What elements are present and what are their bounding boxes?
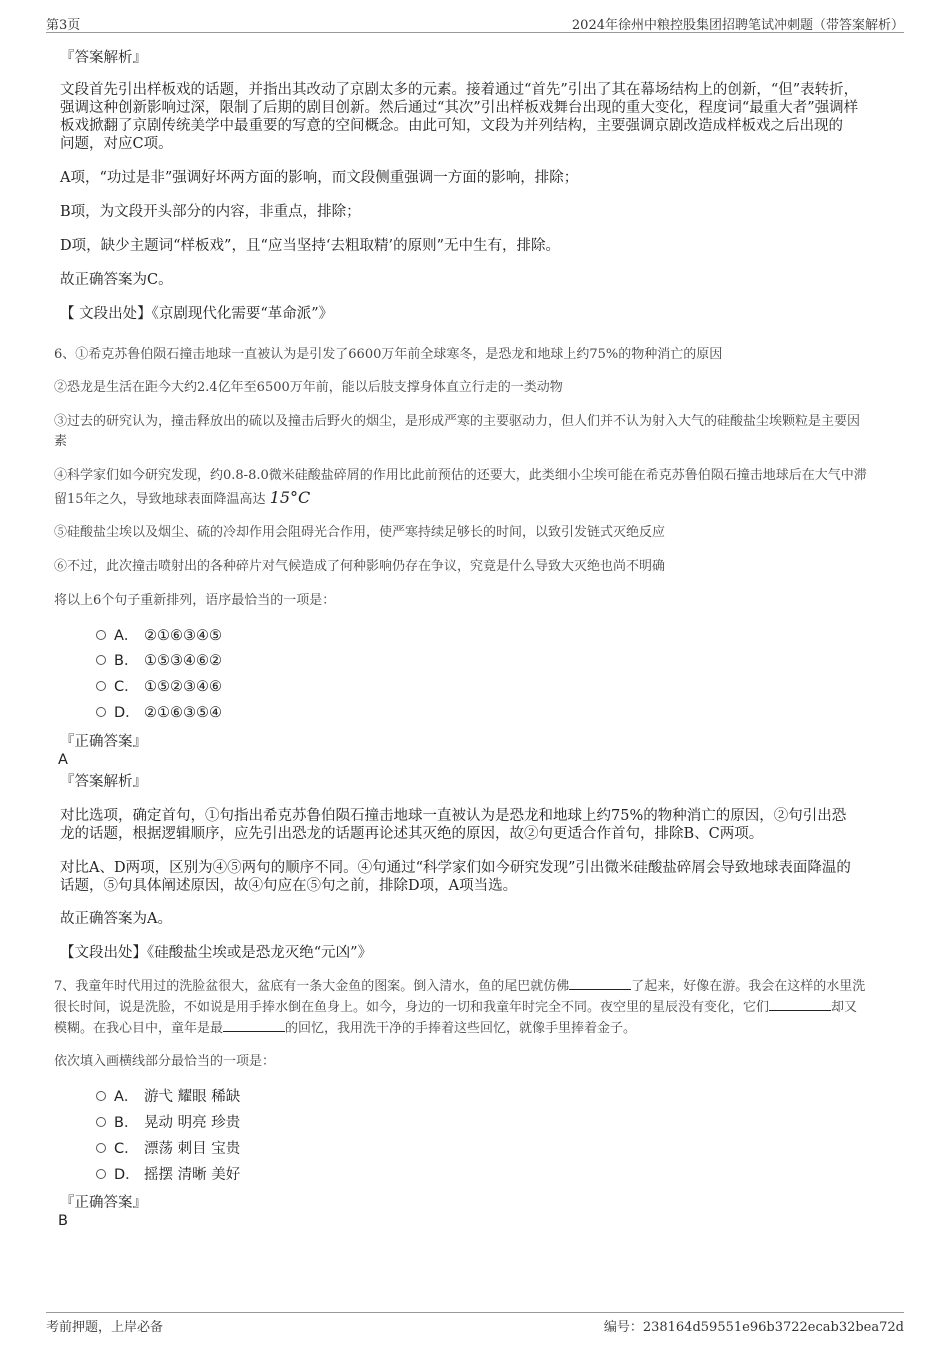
q5-analysis-line-1: 文段首先引出样板戏的话题，并指出其改动了京剧太多的元素。接着通过“首先”引出了其在幕场结构上的创新，“但”表转折，	[60, 82, 859, 98]
q7-option-c[interactable]: C． 漂荡 刺目 宝贵	[96, 1139, 240, 1159]
q6-sentence-5: ⑤硅酸盐尘埃以及烟尘、硫的冷却作用会阻碍光合作用，使严寒持续足够长的时间，以致引发链式灭绝反应	[54, 525, 666, 540]
q7-option-a[interactable]: A． 游弋 耀眼 稀缺	[96, 1087, 240, 1107]
q5-exclude-b: B项，为文段开头部分的内容，非重点，排除；	[60, 204, 361, 220]
document-id: 编号：238164d59551e96b3722ecab32bea72d	[603, 1320, 904, 1335]
q6-sentence-1: 6、①希克苏鲁伯陨石撞击地球一直被认为是引发了6600万年前全球寒冬，是恐龙和地球上约75%的物种消亡的原因	[54, 347, 723, 362]
q7-option-d[interactable]: D． 摇摆 清晰 美好	[96, 1165, 240, 1185]
document-title: 2024年徐州中粮控股集团招聘笔试冲刺题（带答案解析）	[571, 18, 904, 33]
radio-icon[interactable]	[96, 707, 106, 717]
q6-conclusion: 故正确答案为A。	[60, 911, 172, 927]
q7-line-3: 模糊。在我心目中，童年是最 的回忆，我用洗干净的手捧着这些回忆，就像手里捧着金子。	[54, 1021, 637, 1036]
q7-line-1: 7、我童年时代用过的洗脸盆很大，盆底有一条大金鱼的图案。倒入清水，鱼的尾巴就仿佛 了起来，好像在游。我会在这样的水里洗	[54, 979, 866, 994]
fill-blank-2	[769, 998, 831, 1011]
radio-icon[interactable]	[96, 655, 106, 665]
q5-analysis-line-4: 问题，对应C项。	[60, 136, 173, 152]
q7-correct-answer: B	[58, 1213, 68, 1229]
q6-prompt: 将以上6个句子重新排列，语序最恰当的一项是：	[54, 593, 336, 608]
q5-analysis-line-3: 板戏掀翻了京剧传统美学中最重要的写意的空间概念。由此可知，文段为并列结构，主要强调京剧改造成样板戏之后出现的	[60, 118, 843, 134]
q7-line-2: 很长时间，说是洗脸，不如说是用手捧水倒在鱼身上。如今，身边的一切和我童年时完全不同。夜空里的星辰没有变化，它们 却又	[54, 1000, 858, 1015]
page-number: 第3页	[46, 18, 81, 33]
q6-source: 【文段出处】《硅酸盐尘埃或是恐龙灭绝“元凶”》	[60, 945, 373, 961]
q6-correct-label: 『正确答案』	[60, 734, 147, 750]
q6-analysis-1a: 对比选项，确定首句，①句指出希克苏鲁伯陨石撞击地球一直被认为是恐龙和地球上约75%的物种消亡的原因，②句引出恐	[60, 808, 847, 824]
q5-analysis-label: 『答案解析』	[60, 50, 147, 66]
q7-option-b[interactable]: B． 晃动 明亮 珍贵	[96, 1113, 240, 1133]
radio-icon[interactable]	[96, 681, 106, 691]
fill-blank-3	[223, 1019, 285, 1032]
temperature-formula: 15°C	[269, 488, 311, 507]
q5-exclude-d: D项，缺少主题词“样板戏”，且“应当坚持‘去粗取精’的原则”无中生有，排除。	[60, 238, 560, 254]
q6-analysis-2a: 对比A、D两项，区别为④⑤两句的顺序不同。④句通过“科学家们如今研究发现”引出微米硅酸盐碎屑会导致地球表面降温的	[60, 860, 851, 876]
q6-option-c[interactable]: C． ①⑤②③④⑥	[96, 677, 222, 697]
q6-analysis-1b: 龙的话题，根据逻辑顺序，应先引出恐龙的话题再论述其灭绝的原因，故②句更适合作首句，排除B、C两项。	[60, 826, 764, 842]
page-header	[46, 12, 904, 33]
q6-correct-answer: A	[58, 752, 68, 768]
q6-sentence-3a: ③过去的研究认为，撞击释放出的硫以及撞击后野火的烟尘，是形成严寒的主要驱动力，但人们并不认为射入大气的硅酸盐尘埃颗粒是主要因	[54, 414, 861, 429]
q6-option-a[interactable]: A． ②①⑥③④⑤	[96, 626, 222, 646]
q6-option-d[interactable]: D． ②①⑥③⑤④	[96, 703, 222, 723]
radio-icon[interactable]	[96, 1091, 106, 1101]
q6-analysis-label: 『答案解析』	[60, 774, 147, 790]
q6-sentence-4b-text: 留15年之久，导致地球表面降温高达	[54, 492, 266, 507]
q6-sentence-4a: ④科学家们如今研究发现，约0.8-8.0微米硅酸盐碎屑的作用比此前预估的还要大，此类细小尘埃可能在希克苏鲁伯陨石撞击地球后在大气中滞	[54, 468, 867, 483]
q5-analysis-line-2: 强调这种创新影响过深，限制了后期的剧目创新。然后通过“其次”引出样板戏舞台出现的重大变化，程度词“最重大者”强调样	[60, 100, 859, 116]
q5-conclusion: 故正确答案为C。	[60, 272, 173, 288]
q7-correct-label: 『正确答案』	[60, 1195, 147, 1211]
footer-slogan: 考前押题，上岸必备	[46, 1320, 164, 1335]
q5-source: 【 文段出处】《京剧现代化需要“革命派”》	[60, 306, 334, 322]
q6-sentence-2: ②恐龙是生活在距今大约2.4亿年至6500万年前，能以后肢支撑身体直立行走的一类动物	[54, 380, 563, 395]
q5-exclude-a: A项，“功过是非”强调好坏两方面的影响，而文段侧重强调一方面的影响，排除；	[60, 170, 579, 186]
radio-icon[interactable]	[96, 630, 106, 640]
radio-icon[interactable]	[96, 1169, 106, 1179]
q6-sentence-4b	[54, 487, 310, 511]
q6-sentence-6: ⑥不过，此次撞击喷射出的各种碎片对气候造成了何种影响仍存在争议，究竟是什么导致大灭绝也尚不明确	[54, 559, 666, 574]
q7-prompt: 依次填入画横线部分最恰当的一项是：	[54, 1054, 276, 1069]
radio-icon[interactable]	[96, 1143, 106, 1153]
q6-sentence-3b: 素	[54, 434, 68, 449]
radio-icon[interactable]	[96, 1117, 106, 1127]
page-footer	[46, 1312, 904, 1335]
q6-option-b[interactable]: B． ①⑤③④⑥②	[96, 651, 222, 671]
q6-analysis-2b: 话题，⑤句具体阐述原因，故④句应在⑤句之前，排除D项，A项当选。	[60, 878, 518, 894]
fill-blank-1	[569, 977, 631, 990]
